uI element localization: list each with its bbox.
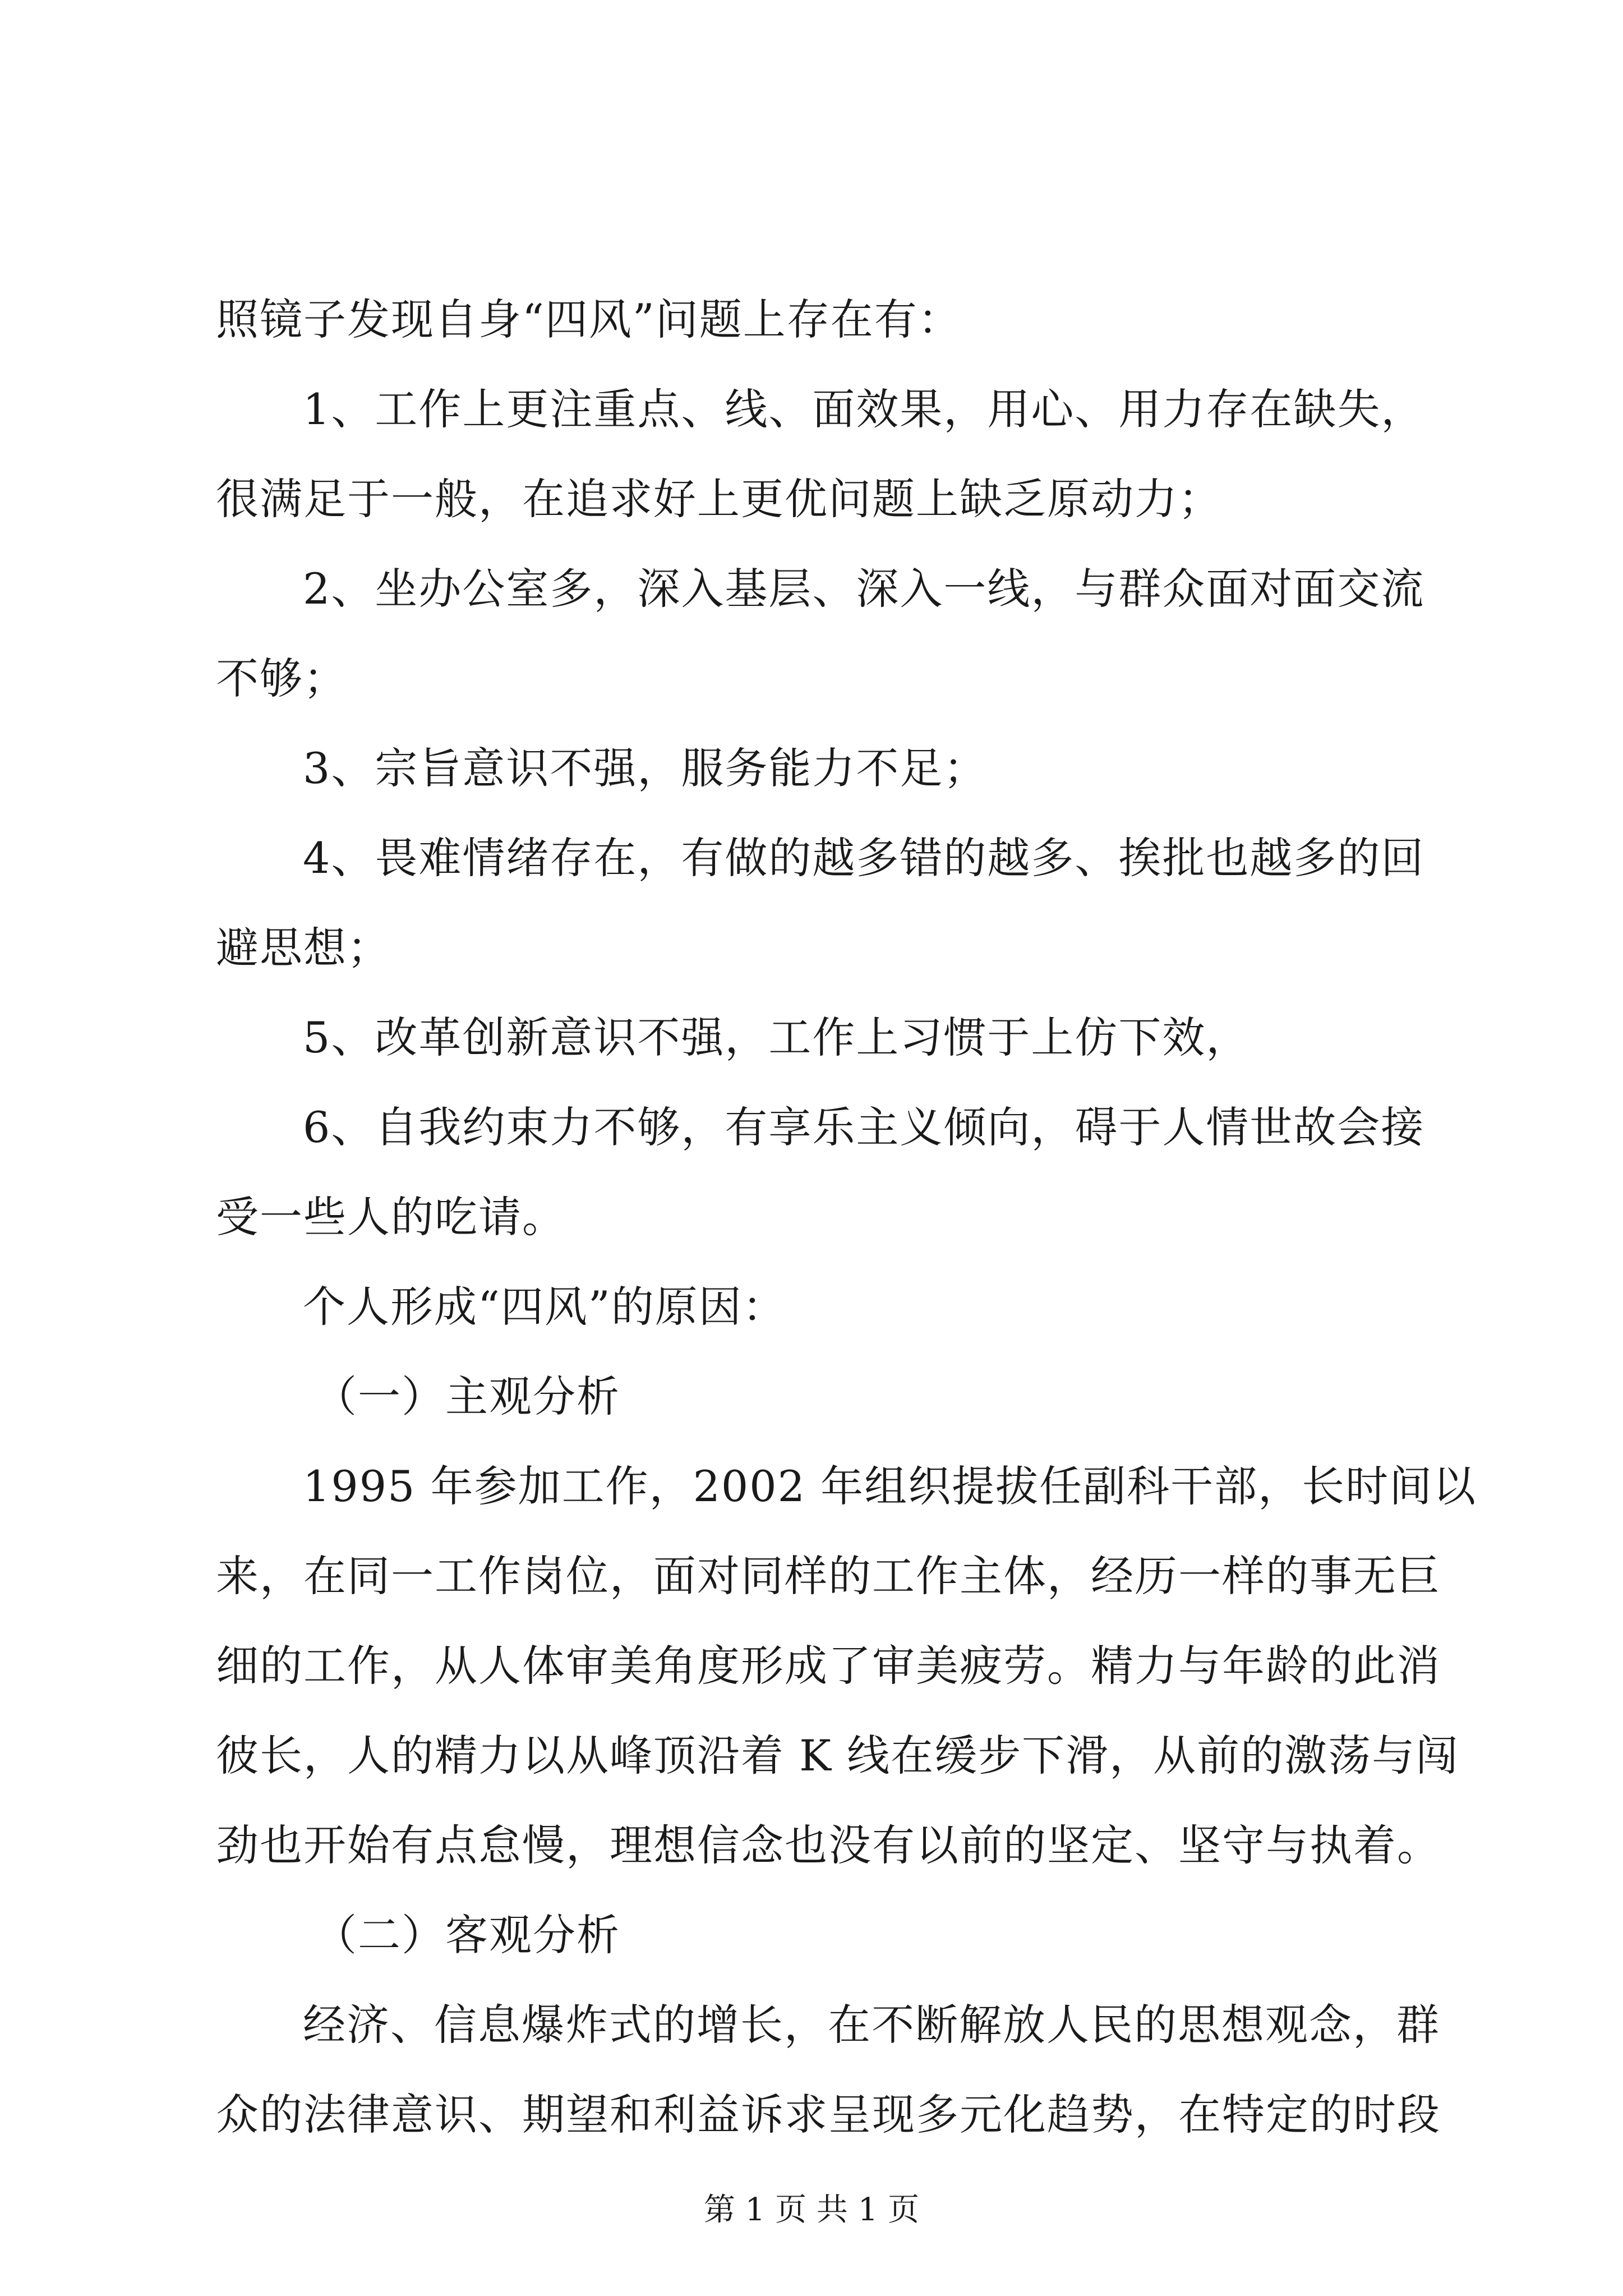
text-line-17: 彼长，人的精力以从峰顶沿着 K 线在缓步下滑，从前的激荡与闯 xyxy=(216,1731,1460,1780)
text-line-11: 受一些人的吃请。 xyxy=(216,1192,566,1242)
text-line-8: 避思想； xyxy=(216,923,391,973)
text-line-5: 不够； xyxy=(216,654,347,703)
text-line-1: 照镜子发现自身“四风”问题上存在有： xyxy=(216,295,962,344)
text-line-14: 1995 年参加工作，2002 年组织提拔任副科干部，长时间以 xyxy=(303,1461,1477,1511)
text-line-15: 来，在同一工作岗位，面对同样的工作主体，经历一样的事无巨 xyxy=(216,1551,1441,1601)
page-number-footer: 第 1 页 共 1 页 xyxy=(703,2192,920,2228)
text-line-9: 5、改革创新意识不强，工作上习惯于上仿下效， xyxy=(303,1013,1250,1062)
subheading-subjective: （一）主观分析 xyxy=(314,1372,620,1421)
text-line-2: 1、工作上更注重点、线、面效果，用心、用力存在缺失， xyxy=(303,384,1425,434)
text-line-7: 4、畏难情绪存在，有做的越多错的越多、挨批也越多的回 xyxy=(303,833,1425,883)
text-line-16: 细的工作，从人体审美角度形成了审美疲劳。精力与年龄的此消 xyxy=(216,1641,1441,1691)
text-line-21: 众的法律意识、期望和利益诉求呈现多元化趋势，在特定的时段 xyxy=(216,2090,1441,2139)
text-line-3: 很满足于一般，在追求好上更优问题上缺乏原动力； xyxy=(216,474,1222,524)
text-line-18: 劲也开始有点怠慢，理想信念也没有以前的坚定、坚守与执着。 xyxy=(216,1820,1441,1870)
text-line-10: 6、自我约束力不够，有享乐主义倾向，碍于人情世故会接 xyxy=(303,1102,1425,1152)
text-line-6: 3、宗旨意识不强，服务能力不足； xyxy=(303,743,988,793)
section-heading: 个人形成“四风”的原因： xyxy=(303,1282,786,1332)
text-line-4: 2、坐办公室多，深入基层、深入一线，与群众面对面交流 xyxy=(303,564,1425,614)
text-line-20: 经济、信息爆炸式的增长，在不断解放人民的思想观念，群 xyxy=(303,2000,1440,2050)
subheading-objective: （二）客观分析 xyxy=(314,1910,620,1960)
